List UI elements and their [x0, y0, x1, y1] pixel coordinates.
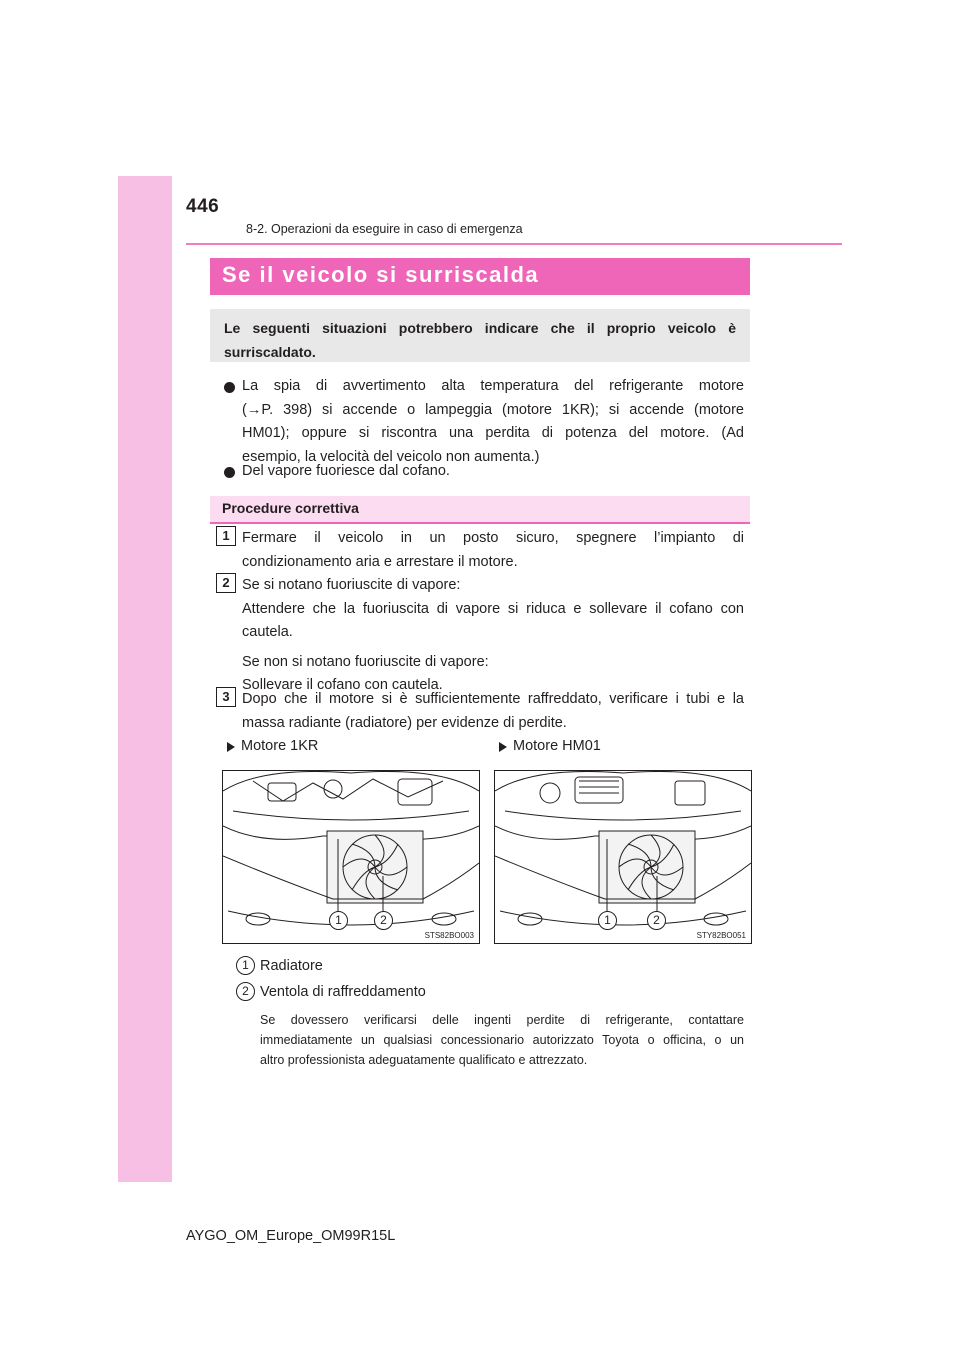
bullet-line: Del vapore fuoriesce dal cofano.: [242, 463, 450, 479]
chapter-heading: 8-2. Operazioni da eseguire in caso di emergenza: [246, 222, 523, 236]
step-text: [242, 574, 744, 698]
step-number-box: 1: [216, 526, 236, 546]
step-number-box: 3: [216, 687, 236, 707]
bullet-item: [242, 375, 744, 469]
page-number: 446: [186, 196, 220, 217]
bullet-icon: [224, 382, 235, 393]
callout-number: 2: [647, 911, 666, 930]
step-number-box: 2: [216, 573, 236, 593]
step-line: cautela.: [242, 624, 293, 640]
legend-number: 2: [236, 982, 255, 1001]
step-line: Se si notano fuoriuscite di vapore:: [242, 577, 461, 593]
note-line: Se dovessero verificarsi delle ingenti perdite di refrigerante, contattare: [260, 1013, 744, 1027]
figure-code: STS82BO003: [424, 931, 474, 940]
figure-caption: Motore 1KR: [241, 738, 319, 754]
callout-number: 2: [374, 911, 393, 930]
step-text: [242, 688, 744, 735]
step-line: Dopo che il motore si è sufficientemente raffreddato, verificare i tubi e la: [242, 691, 744, 707]
procedure-heading-bar: [210, 496, 750, 524]
bullet-item: [242, 460, 744, 484]
engine-illustration: [495, 771, 751, 943]
note-text: [260, 1010, 744, 1070]
chapter-sidebar-tab: [118, 176, 172, 1182]
footer-doc-id: AYGO_OM_Europe_OM99R15L: [186, 1228, 396, 1244]
section-title: Se il veicolo si surriscalda: [222, 262, 540, 287]
header-rule: [186, 243, 842, 245]
legend-number: 1: [236, 956, 255, 975]
step-line: Fermare il veicolo in un posto sicuro, spegnere l’impianto di: [242, 530, 744, 546]
figure-code: STY82BO051: [696, 931, 746, 940]
bullet-line: (→P. 398) si accende o lampeggia (motore 1KR); si accende (motore: [242, 401, 744, 418]
step-line: Se non si notano fuoriuscite di vapore:: [242, 653, 489, 670]
caption-arrow-icon: [227, 742, 235, 752]
callout-number: 1: [598, 911, 617, 930]
bullet-line: HM01); oppure si riscontra una perdita di potenza del motore. (Ad: [242, 425, 744, 441]
note-line: immediatamente un qualsiasi concessionario autorizzato Toyota o officina, o un: [260, 1033, 744, 1047]
note-line: altro professionista adeguatamente qualificato e attrezzato.: [260, 1053, 588, 1067]
bullet-icon: [224, 467, 235, 478]
figure-caption: Motore HM01: [513, 738, 601, 754]
bullet-line: esempio, la velocità del veicolo non aumenta.): [242, 448, 540, 465]
procedure-heading: Procedure correttiva: [222, 500, 359, 516]
caption-arrow-icon: [499, 742, 507, 752]
engine-figure-1kr: [222, 770, 480, 944]
step-text: [242, 527, 744, 574]
step-line: Attendere che la fuoriuscita di vapore si riduca e sollevare il cofano con: [242, 600, 744, 617]
intro-text: Le seguenti situazioni potrebbero indicare che il proprio veicolo è surriscaldato.: [224, 320, 736, 360]
bullet-line: La spia di avvertimento alta temperatura del refrigerante motore: [242, 378, 744, 394]
section-title-bar: [210, 258, 750, 295]
engine-figure-hm01: [494, 770, 752, 944]
legend-label: Ventola di raffreddamento: [260, 984, 426, 1000]
engine-illustration: [223, 771, 479, 943]
step-line: condizionamento aria e arrestare il motore.: [242, 553, 518, 570]
callout-number: 1: [329, 911, 348, 930]
step-line: massa radiante (radiatore) per evidenze di perdite.: [242, 714, 567, 731]
intro-box: [210, 309, 750, 362]
step-line: Sollevare il cofano con cautela.: [242, 677, 443, 693]
legend-label: Radiatore: [260, 958, 323, 974]
